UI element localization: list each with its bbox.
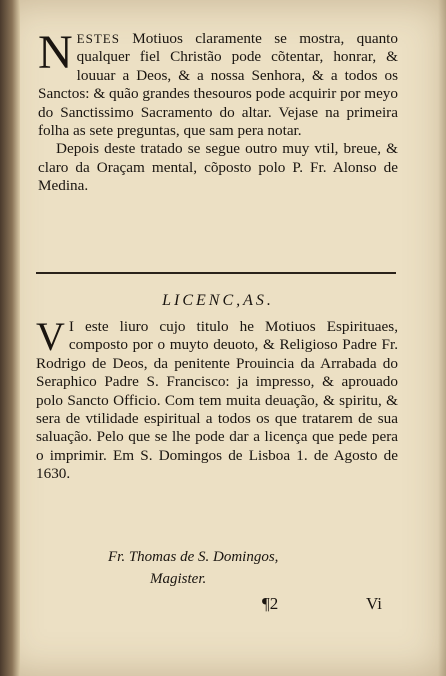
introduction-text — [38, 26, 398, 196]
dropcap-v: V — [36, 314, 65, 359]
section-divider — [36, 272, 396, 274]
signature-mark: ¶2 — [262, 594, 279, 613]
license-body: I este liuro cujo titulo he Motiuos Espirituaes, composto por o muyto deuoto, & Religioso Padre Fr. Rodrigo de Deos, da penitente Prouincia da Arrabada do Seraphico Padre S. Francisco: ja impresso, & aprouado polo Sancto Officio. Com tem muita deuação, & spiritu, & sera de vtilidade espiritual a todos os que tratarem de sua saluação. Pelo que se lhe pode dar a licença que pede pera o imprimir. Em S. Domingos de Lisboa 1. de Agosto de 1630. — [36, 318, 398, 483]
lead-caps: ESTES — [76, 31, 120, 46]
licencas-heading: LICENC,AS. — [162, 292, 274, 309]
binding-gutter — [0, 0, 20, 676]
page-edge-shadow — [438, 0, 446, 676]
signer-name: Fr. Thomas de S. Domingos, — [108, 549, 279, 565]
intro-paragraph-2: Depois deste tratado se segue outro muy vtil, breue, & claro da Oraçam mental, cõposto polo P. Fr. Alonso de Medina. — [38, 140, 398, 195]
catchword: Vi — [366, 594, 382, 613]
signer-title: Magister. — [150, 571, 207, 587]
intro-body: Motiuos claramente se mostra, quanto qualquer fiel Christão pode cõtentar, honrar, & louuar a Deos, & a nossa Senhora, & a todos os Sanctos: & quão grandes thesouros pode acquirir por meyo do Sanctissimo Sacramento do altar. Vejase na primeira folha as sete preguntas, que sam pera notar. — [38, 30, 398, 140]
dropcap-n: N — [38, 26, 73, 79]
license-text — [36, 314, 398, 484]
